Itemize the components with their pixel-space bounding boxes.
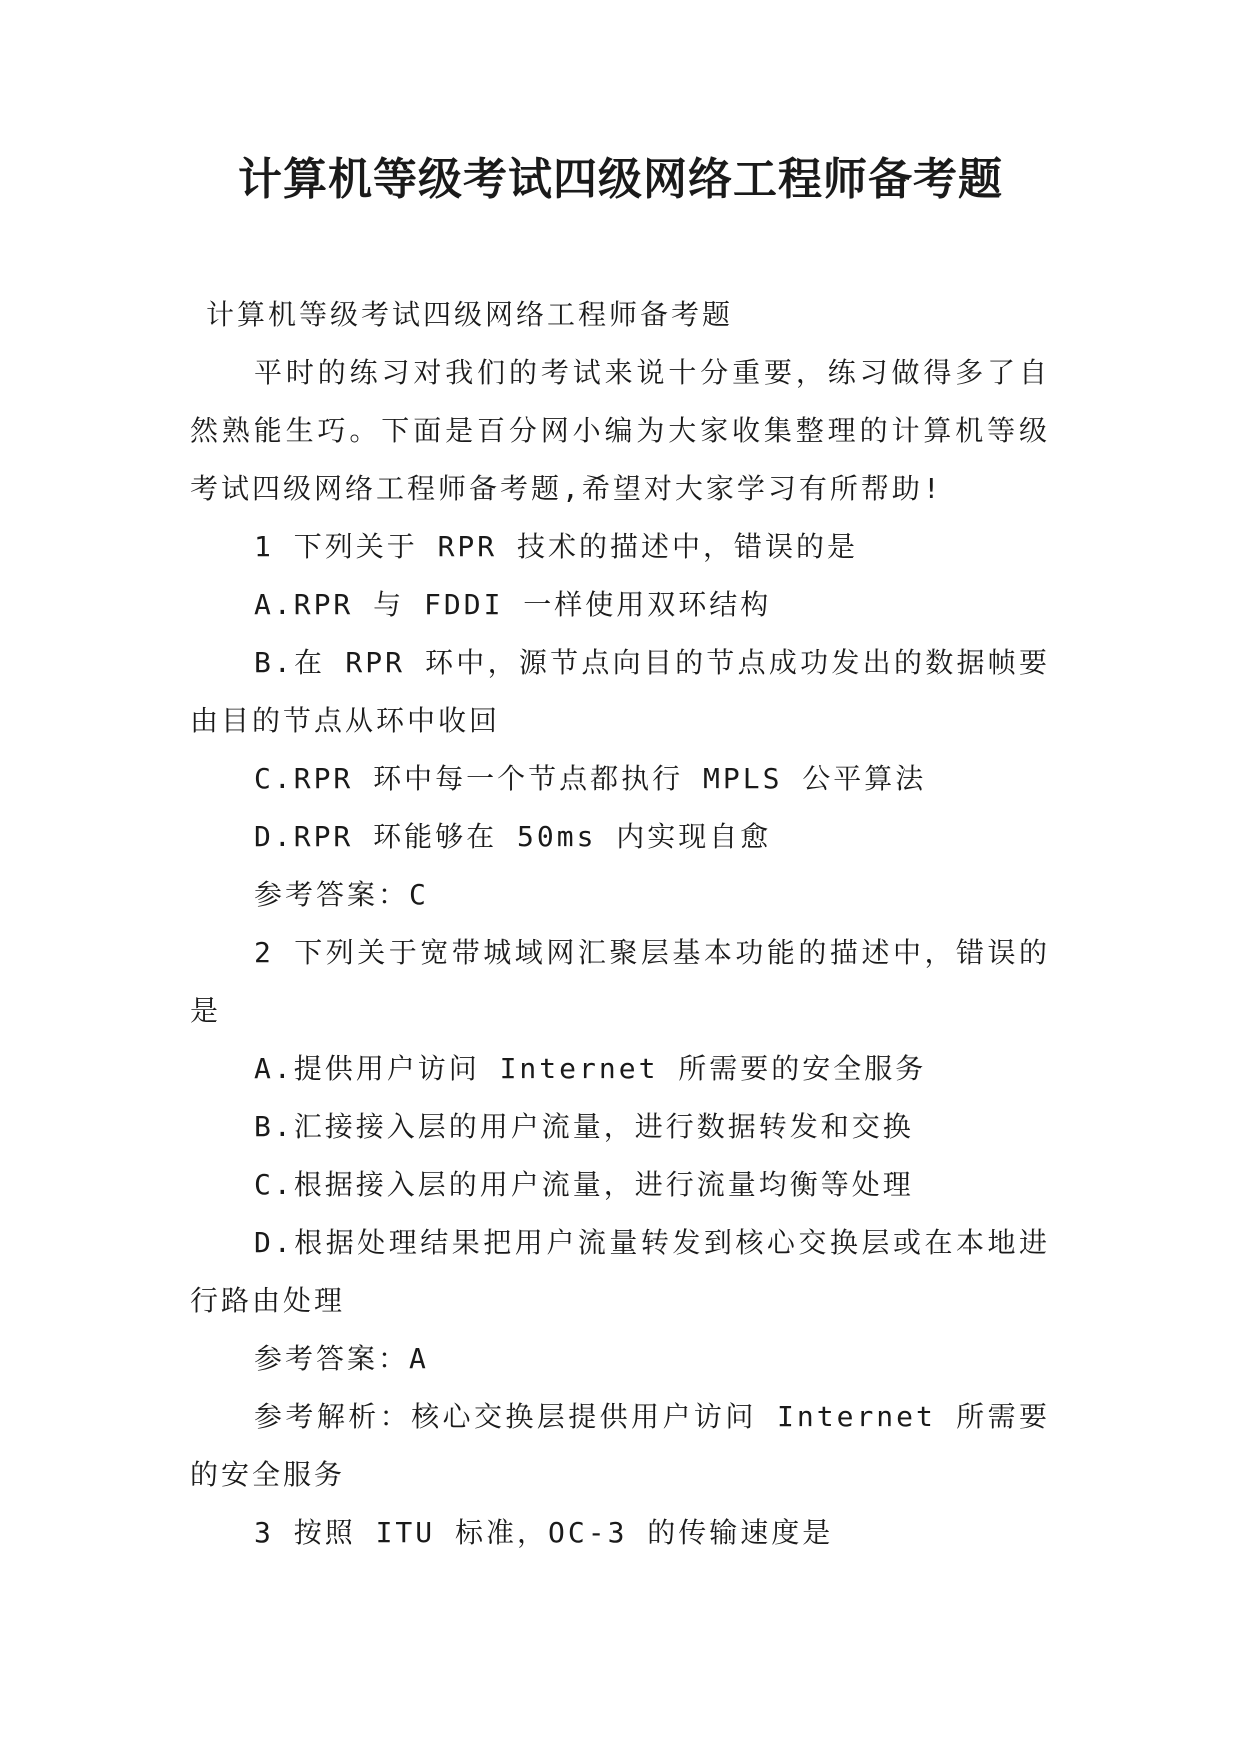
question-3-stem: 3 按照 ITU 标准，OC-3 的传输速度是: [254, 1516, 834, 1549]
question-2-answer: 参考答案：A: [254, 1342, 429, 1375]
document-body: [190, 286, 1050, 1562]
question-2-option-a: A.提供用户访问 Internet 所需要的安全服务: [254, 1052, 927, 1085]
question-2-option-b: B.汇接接入层的用户流量，进行数据转发和交换: [254, 1110, 914, 1143]
question-1-option-d: D.RPR 环能够在 50ms 内实现自愈: [254, 820, 772, 853]
document-subtitle: 计算机等级考试四级网络工程师备考题: [206, 298, 734, 331]
question-1-option-c: C.RPR 环中每一个节点都执行 MPLS 公平算法: [254, 762, 927, 795]
question-2-analysis: 参考解析：核心交换层提供用户访问 Internet 所需要的安全服务: [190, 1400, 1050, 1491]
intro-paragraph: 平时的练习对我们的考试来说十分重要，练习做得多了自然熟能生巧。下面是百分网小编为大家收集整理的计算机等级考试四级网络工程师备考题,希望对大家学习有所帮助!: [190, 356, 1050, 505]
question-1-option-a: A.RPR 与 FDDI 一样使用双环结构: [254, 588, 772, 621]
question-1-option-b: B.在 RPR 环中，源节点向目的节点成功发出的数据帧要由目的节点从环中收回: [190, 646, 1050, 737]
question-1-answer: 参考答案：C: [254, 878, 429, 911]
question-1-stem: 1 下列关于 RPR 技术的描述中，错误的是: [254, 530, 859, 563]
question-2-option-d: D.根据处理结果把用户流量转发到核心交换层或在本地进行路由处理: [190, 1226, 1050, 1317]
question-2-option-c: C.根据接入层的用户流量，进行流量均衡等处理: [254, 1168, 914, 1201]
question-2-stem: 2 下列关于宽带城域网汇聚层基本功能的描述中，错误的是: [190, 936, 1050, 1027]
document-title: 计算机等级考试四级网络工程师备考题: [238, 154, 1003, 205]
